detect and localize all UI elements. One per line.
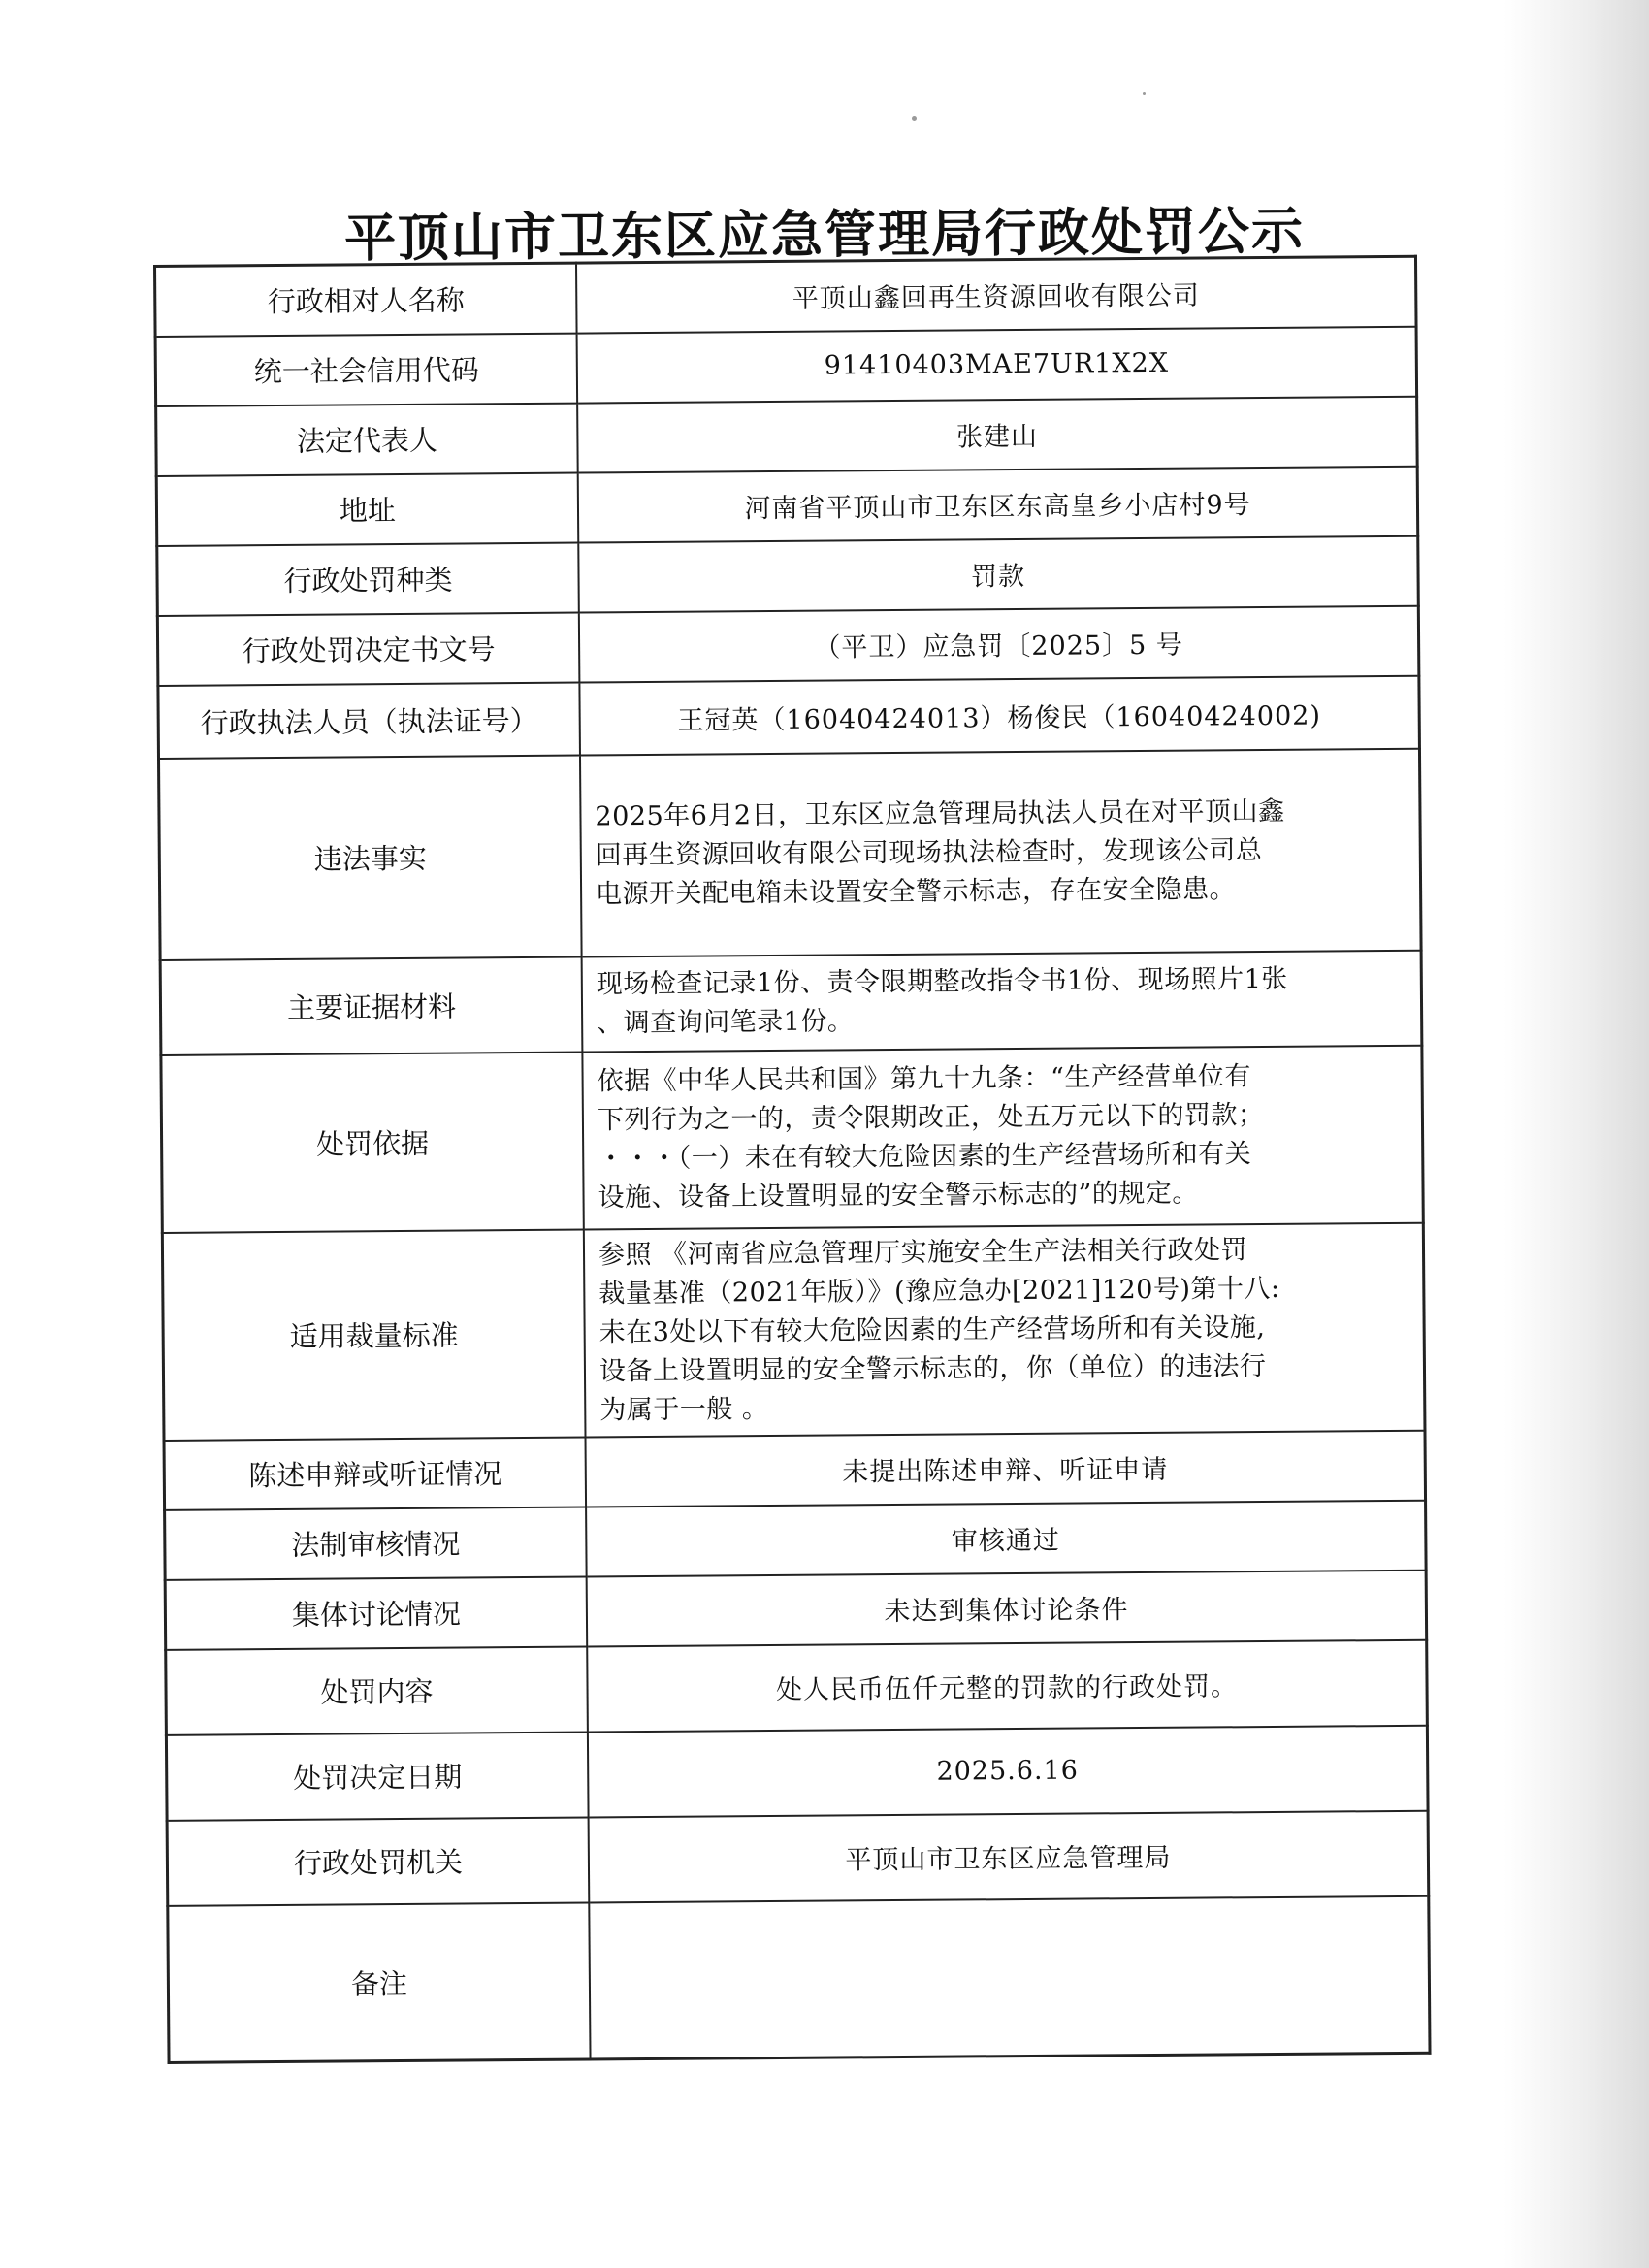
paragraph-line: 设备上设置明显的安全警示标志的，你（单位）的违法行 xyxy=(598,1350,1267,1386)
penalty-notice-sheet xyxy=(153,255,1432,2064)
table-row xyxy=(158,748,1421,959)
credit-code: 91410403MAE7UR1X2X xyxy=(577,326,1417,403)
table-row xyxy=(157,535,1419,615)
scan-speck xyxy=(912,116,917,121)
table-row xyxy=(166,1725,1428,1820)
paragraph-line: 未在3处以下有较大危险因素的生产经营场所和有关设施, xyxy=(598,1312,1266,1347)
remarks xyxy=(589,1895,1430,2059)
decision-number: （平卫）应急罚〔2025〕5 号 xyxy=(579,605,1419,682)
paragraph-line: 设施、设备上设置明显的安全警示标志的”的规定。 xyxy=(598,1178,1199,1214)
legal-review: 审核通过 xyxy=(586,1500,1426,1576)
row-label: 法制审核情况 xyxy=(165,1507,587,1579)
paragraph-line: 现场检查记录1份、责令限期整改指令书1份、现场照片1张 xyxy=(596,963,1288,999)
table-row xyxy=(156,396,1418,475)
decision-date: 2025.6.16 xyxy=(588,1725,1428,1817)
row-label: 处罚决定日期 xyxy=(166,1732,588,1820)
evidence-materials xyxy=(582,950,1422,1052)
penalty-content: 处人民币伍仟元整的罚款的行政处罚。 xyxy=(587,1639,1427,1732)
paragraph-line: 依据《中华人民共和国》第九十九条：“生产经营单位有 xyxy=(597,1061,1252,1097)
paragraph-line: 裁量基准（2021年版）》(豫应急办[2021]120号)第十八: xyxy=(598,1273,1280,1309)
table-row xyxy=(157,605,1419,685)
table-row xyxy=(164,1430,1426,1509)
legal-representative: 张建山 xyxy=(577,396,1417,472)
table-row xyxy=(161,1045,1423,1232)
table-row xyxy=(165,1500,1427,1579)
respondent-name: 平顶山鑫回再生资源回收有限公司 xyxy=(576,256,1416,333)
address: 河南省平顶山市卫东区东高皇乡小店村9号 xyxy=(578,466,1418,542)
paragraph-line: ・・・（一）未在有较大危险因素的生产经营场所和有关 xyxy=(598,1139,1252,1175)
row-label: 行政处罚机关 xyxy=(167,1817,589,1905)
paragraph-line: 2025年6月2日，卫东区应急管理局执法人员在对平顶山鑫 xyxy=(595,795,1285,831)
row-label: 行政相对人名称 xyxy=(155,263,577,336)
table-row xyxy=(162,1222,1425,1440)
table-row xyxy=(158,675,1420,758)
table-row xyxy=(160,950,1422,1054)
table-row xyxy=(165,1570,1427,1649)
row-label: 处罚依据 xyxy=(161,1052,584,1232)
row-label: 行政执法人员（执法证号） xyxy=(158,682,580,758)
violation-facts xyxy=(580,748,1421,956)
row-label: 处罚内容 xyxy=(166,1646,588,1734)
scan-speck xyxy=(1143,92,1146,95)
paragraph-line: 下列行为之一的，责令限期改正，处五万元以下的罚款； xyxy=(597,1100,1265,1136)
row-label: 集体讨论情况 xyxy=(165,1576,587,1649)
row-label: 行政处罚决定书文号 xyxy=(157,612,579,685)
table-row xyxy=(168,1895,1430,2062)
scan-shadow-edge xyxy=(1504,0,1649,2268)
paragraph-line: 参照 《河南省应急管理厅实施安全生产法相关行政处罚 xyxy=(598,1234,1248,1270)
row-label: 地址 xyxy=(156,472,578,545)
row-label: 主要证据材料 xyxy=(160,956,582,1054)
collective-discussion: 未达到集体讨论条件 xyxy=(587,1570,1427,1646)
enforcement-officers: 王冠英（16040424013）杨俊民（16040424002) xyxy=(579,675,1419,755)
paragraph-line: 电源开关配电箱未设置安全警示标志，存在安全隐患。 xyxy=(595,873,1237,909)
row-label: 违法事实 xyxy=(158,755,581,959)
page-title: 平顶山市卫东区应急管理局行政处罚公示 xyxy=(343,202,1306,269)
table-row xyxy=(155,326,1417,405)
table-row xyxy=(155,256,1417,336)
row-label: 适用裁量标准 xyxy=(162,1229,585,1440)
table-row xyxy=(166,1639,1428,1734)
row-label: 备注 xyxy=(168,1902,591,2062)
penalty-table xyxy=(153,255,1432,2064)
row-label: 法定代表人 xyxy=(156,403,578,475)
table-row xyxy=(167,1810,1429,1905)
row-label: 陈述申辩或听证情况 xyxy=(164,1437,586,1509)
paragraph-line: 为属于一般 。 xyxy=(599,1393,769,1425)
penalty-basis xyxy=(582,1045,1423,1229)
table-row xyxy=(156,466,1418,545)
discretion-standard xyxy=(584,1222,1425,1437)
paragraph-line: 、调查询问笔录1份。 xyxy=(597,1005,855,1038)
penalty-type: 罚款 xyxy=(578,535,1418,612)
row-label: 行政处罚种类 xyxy=(157,542,579,615)
row-label: 统一社会信用代码 xyxy=(155,333,577,405)
paragraph-line: 回再生资源回收有限公司现场执法检查时，发现该公司总 xyxy=(595,834,1263,870)
penalty-authority: 平顶山市卫东区应急管理局 xyxy=(589,1810,1429,1902)
statement-hearing: 未提出陈述申辩、听证申请 xyxy=(586,1430,1426,1507)
